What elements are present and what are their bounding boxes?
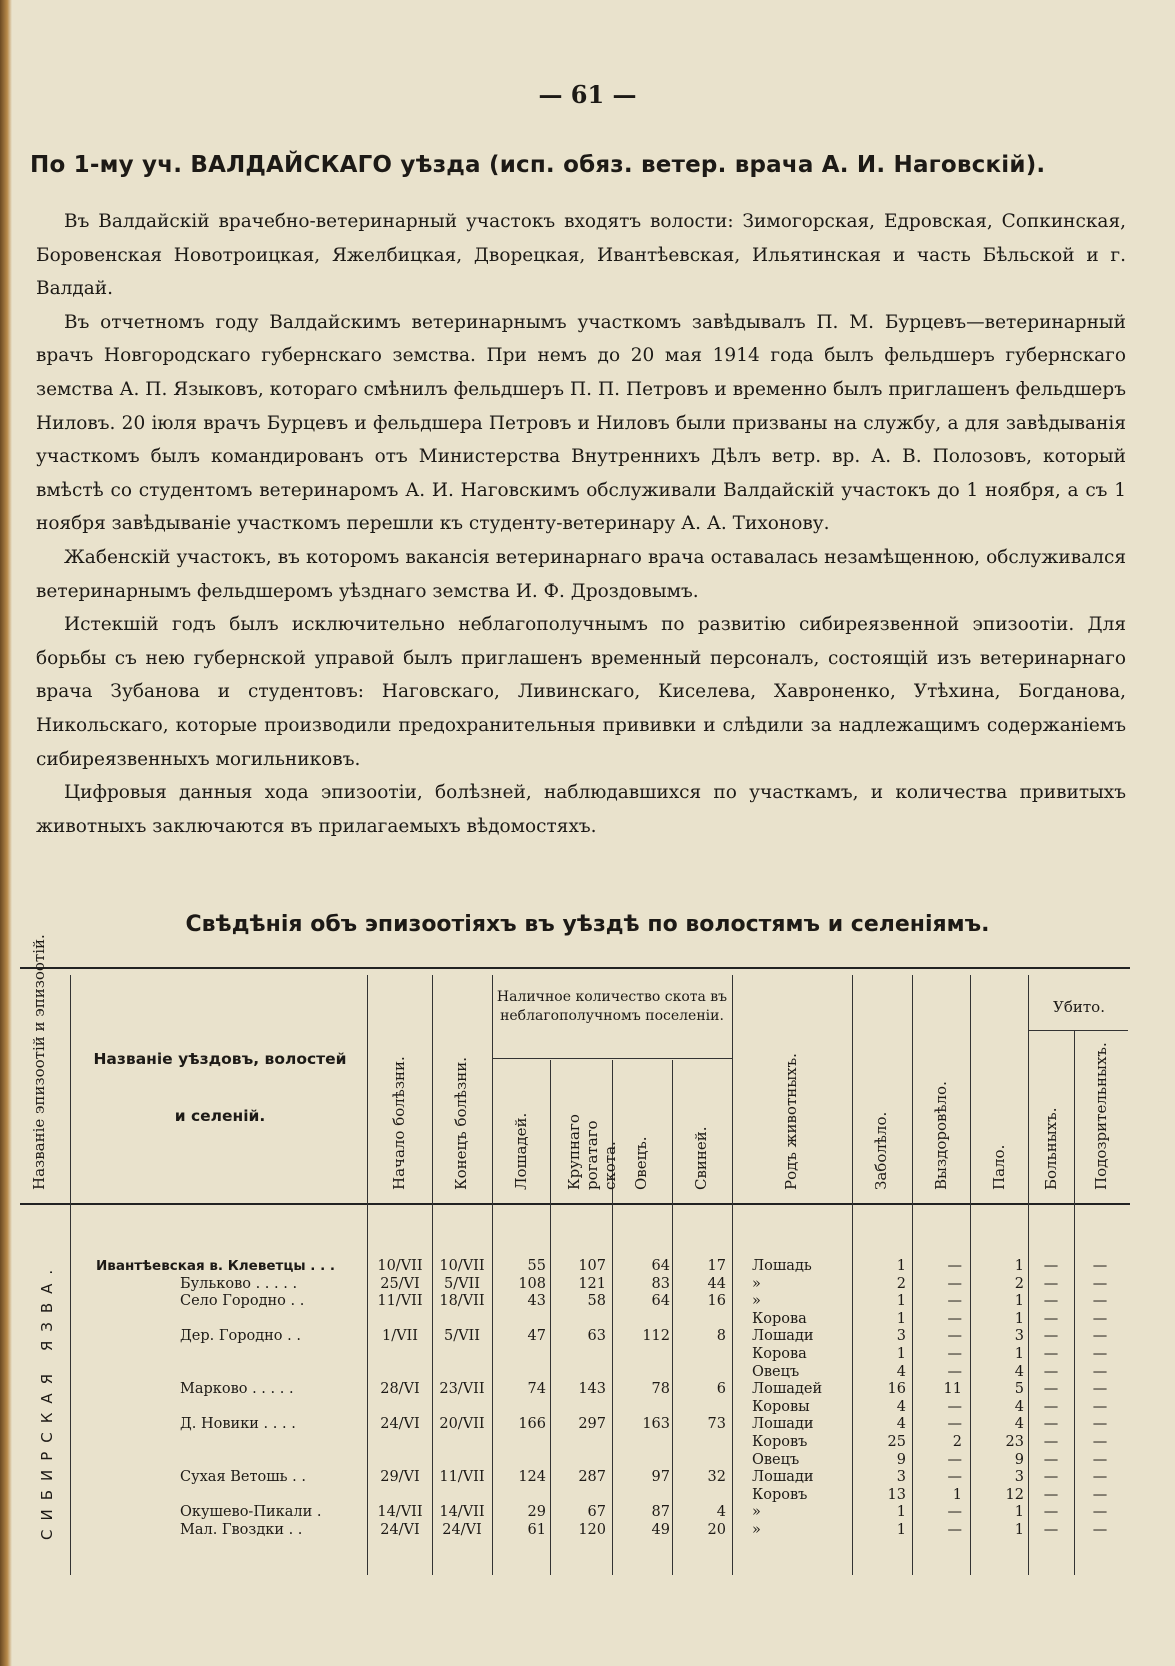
- header-recovered: Выздоровѣло.: [932, 1081, 950, 1190]
- section-heading: По 1-му уч. ВАЛДАЙСКАГО уѣзда (исп. обяз. ветер. врача А. И. Наговскій).: [30, 152, 1046, 178]
- header-name-line1: Названіе уѣздовъ, волостей: [93, 1050, 347, 1068]
- cell-start: 29/VI: [380, 1469, 420, 1486]
- cell-end: 23/VII: [439, 1381, 485, 1398]
- cell-sheep: 64: [651, 1258, 670, 1274]
- cell-k2: —: [1092, 1434, 1108, 1450]
- table-row: [0, 1292, 1175, 1310]
- cell-kind: Корова: [752, 1346, 807, 1362]
- cell-k1: —: [1043, 1381, 1059, 1398]
- cell-k1: —: [1043, 1310, 1059, 1327]
- cell-kind: Лошадей: [752, 1381, 823, 1398]
- cell-k1: —: [1043, 1434, 1059, 1450]
- cell-k2: —: [1092, 1451, 1108, 1468]
- cell-ill: 1: [896, 1310, 906, 1327]
- cell-ill: 1: [896, 1522, 906, 1538]
- cell-end: 11/VII: [439, 1469, 485, 1486]
- table-row: [0, 1363, 1175, 1381]
- cell-name: Село Городно . .: [180, 1293, 305, 1310]
- cell-horses: 108: [518, 1275, 546, 1292]
- cell-kind: »: [752, 1522, 761, 1538]
- header-sheep: Овецъ.: [632, 1136, 650, 1190]
- cell-kind: Коровы: [752, 1398, 810, 1415]
- cell-kind: Лошади: [752, 1416, 814, 1433]
- cell-died: 9: [1014, 1451, 1024, 1468]
- cell-start: 24/VI: [380, 1522, 420, 1538]
- cell-end: 24/VI: [442, 1522, 482, 1538]
- table-row: [0, 1415, 1175, 1433]
- cell-ill: 3: [896, 1328, 906, 1345]
- cell-rec: —: [947, 1416, 962, 1433]
- cell-sheep: 97: [651, 1469, 670, 1486]
- cell-kind: Лошади: [752, 1328, 814, 1345]
- cell-k2: —: [1092, 1293, 1108, 1310]
- cell-ill: 1: [896, 1293, 906, 1310]
- cell-died: 23: [1005, 1434, 1024, 1450]
- table-row: [0, 1345, 1175, 1363]
- cell-kind: »: [752, 1275, 761, 1292]
- cell-died: 4: [1014, 1363, 1024, 1380]
- cell-sheep: 49: [651, 1522, 670, 1538]
- cell-rec: —: [947, 1398, 962, 1415]
- cell-k2: —: [1092, 1310, 1108, 1327]
- cell-k1: —: [1043, 1504, 1059, 1521]
- cell-rec: 1: [952, 1486, 962, 1503]
- cell-cattle: 120: [578, 1522, 606, 1538]
- cell-kind: Овецъ: [752, 1363, 800, 1380]
- cell-died: 5: [1014, 1381, 1024, 1398]
- cell-cattle: 67: [587, 1504, 606, 1521]
- cell-k2: —: [1092, 1522, 1108, 1538]
- cell-start: 25/VI: [380, 1275, 420, 1292]
- paragraph: Въ Валдайскій врачебно-ветеринарный участокъ входятъ волости: Зимогорская, Едровская, Сопкинская, Боровенская Новотроицкая, Яжелбицкая, Дворецкая, Ивантѣевская, Ильятинская и часть Бѣльской и г. Валдай.: [36, 211, 1126, 300]
- cell-died: 1: [1014, 1293, 1024, 1310]
- cell-horses: 61: [527, 1522, 546, 1538]
- cell-end: 14/VII: [439, 1504, 485, 1521]
- cell-k1: —: [1043, 1275, 1059, 1292]
- cell-kind: Лошадь: [752, 1258, 812, 1274]
- cell-died: 4: [1014, 1398, 1024, 1415]
- cell-died: 1: [1014, 1522, 1024, 1538]
- cell-rec: —: [947, 1451, 962, 1468]
- cell-name: Окушево-Пикали .: [180, 1504, 322, 1521]
- cell-kind: Лошади: [752, 1469, 814, 1486]
- cell-k1: —: [1043, 1416, 1059, 1433]
- cell-horses: 43: [527, 1293, 546, 1310]
- cell-start: 1/VII: [381, 1328, 419, 1345]
- header-end: Конецъ болѣзни.: [452, 1056, 470, 1190]
- cell-ill: 1: [896, 1504, 906, 1521]
- cell-name: Марково . . . . .: [180, 1381, 294, 1398]
- cell-rec: —: [947, 1258, 962, 1274]
- cell-rec: —: [947, 1346, 962, 1362]
- cell-sheep: 87: [651, 1504, 670, 1521]
- cell-kind: »: [752, 1293, 761, 1310]
- paragraph: Въ отчетномъ году Валдайскимъ ветеринарнымъ участкомъ завѣдывалъ П. М. Бурцевъ—ветеринарный врачъ Новгородскаго губернскаго земства. При немъ до 20 мая 1914 года былъ фельдшеръ губернскаго земства А. П. Языковъ, котораго смѣнилъ фельдшеръ П. П. Петровъ и временно былъ приглашенъ фельдшеръ Ниловъ. 20 іюля врачъ Бурцевъ и фельдшера Петровъ и Ниловъ были призваны на службу, а для завѣдыванія участкомъ былъ командированъ отъ Министерства Внутреннихъ Дѣлъ ветр. вр. А. В. Полозовъ, который вмѣстѣ со студентомъ ветеринаромъ А. И. Наговскимъ обслуживали Валдайскій участокъ до 1 ноября, а съ 1 ноября завѣдываніе участкомъ перешли къ студенту-ветеринару А. А. Тихонову.: [36, 311, 1126, 535]
- cell-name: Дер. Городно . .: [180, 1328, 301, 1345]
- cell-end: 5/VII: [443, 1275, 481, 1292]
- table-row: [0, 1451, 1175, 1469]
- table-row: [0, 1275, 1175, 1293]
- cell-sheep: 78: [651, 1381, 670, 1398]
- header-killed: Убито.: [1053, 998, 1105, 1016]
- cell-died: 1: [1014, 1346, 1024, 1362]
- table-title: Свѣдѣнія объ эпизоотіяхъ въ уѣздѣ по волостямъ и селеніямъ.: [185, 912, 990, 937]
- cell-pigs: 8: [716, 1328, 726, 1345]
- cell-pigs: 32: [707, 1469, 726, 1486]
- table-top-rule: [20, 967, 1130, 969]
- cell-pigs: 17: [707, 1258, 726, 1274]
- cell-start: 10/VII: [377, 1258, 423, 1274]
- cell-k2: —: [1092, 1381, 1108, 1398]
- header-cattle: Крупнаго рогатаго скота.: [565, 1114, 619, 1190]
- cell-end: 20/VII: [439, 1416, 485, 1433]
- cell-sheep: 64: [651, 1293, 670, 1310]
- cell-rec: 2: [952, 1434, 962, 1450]
- header-start: Начало болѣзни.: [390, 1056, 408, 1190]
- cell-ill: 4: [896, 1416, 906, 1433]
- cell-died: 3: [1014, 1469, 1024, 1486]
- cell-ill: 4: [896, 1398, 906, 1415]
- table-row: [0, 1468, 1175, 1486]
- cell-k2: —: [1092, 1258, 1108, 1274]
- cell-k2: —: [1092, 1416, 1108, 1433]
- table-row: [0, 1521, 1175, 1539]
- cell-k1: —: [1043, 1451, 1059, 1468]
- cell-name: Сухая Ветошь . .: [180, 1469, 307, 1486]
- cell-pigs: 4: [716, 1504, 726, 1521]
- cell-end: 18/VII: [439, 1293, 485, 1310]
- cell-pigs: 16: [707, 1293, 726, 1310]
- table-row: [0, 1433, 1175, 1451]
- cell-ill: 13: [887, 1486, 906, 1503]
- cell-horses: 124: [518, 1469, 546, 1486]
- cell-ill: 16: [887, 1381, 906, 1398]
- table-row: [0, 1503, 1175, 1521]
- paragraph: Истекшій годъ былъ исключительно неблагополучнымъ по развитію сибиреязвенной эпизоотіи. Для борьбы съ нею губернской управой былъ приглашенъ временный персоналъ, состоящій изъ ветеринарнаго врача Зубанова и студентовъ: Наговскаго, Ливинскаго, Киселева, Хавроненко, Утѣхина, Богданова, Никольскаго, которые производили предохранительныя прививки и слѣдили за надлежащимъ содержаніемъ сибиреязвенныхъ могильниковъ.: [36, 614, 1126, 770]
- cell-rec: —: [947, 1328, 962, 1345]
- cell-horses: 74: [527, 1381, 546, 1398]
- header-horses: Лошадей.: [512, 1112, 530, 1190]
- cell-cattle: 121: [578, 1275, 606, 1292]
- cell-k2: —: [1092, 1346, 1108, 1362]
- cell-k2: —: [1092, 1363, 1108, 1380]
- header-pigs: Свиней.: [692, 1126, 710, 1190]
- cell-end: 5/VII: [443, 1328, 481, 1345]
- cell-k2: —: [1092, 1328, 1108, 1345]
- header-fell-ill: Заболѣло.: [872, 1111, 890, 1190]
- cell-k1: —: [1043, 1328, 1059, 1345]
- cell-died: 4: [1014, 1416, 1024, 1433]
- cell-name: Ивантѣевская в. Клеветцы . . .: [96, 1258, 336, 1274]
- cell-rec: —: [947, 1275, 962, 1292]
- cell-start: 11/VII: [377, 1293, 423, 1310]
- cell-cattle: 287: [578, 1469, 606, 1486]
- cell-horses: 166: [518, 1416, 546, 1433]
- table-row: [0, 1310, 1175, 1328]
- cell-pigs: 44: [707, 1275, 726, 1292]
- cell-k1: —: [1043, 1469, 1059, 1486]
- header-died: Пало.: [990, 1144, 1008, 1190]
- cell-name: Мал. Гвоздки . .: [180, 1522, 303, 1538]
- cell-sheep: 83: [651, 1275, 670, 1292]
- cell-kind: »: [752, 1504, 761, 1521]
- page-number: — 61 —: [538, 80, 637, 109]
- cell-rec: —: [947, 1310, 962, 1327]
- header-present-stock: Наличное количество скота въ неблагополучномъ поселеніи.: [496, 989, 728, 1024]
- cell-pigs: 6: [716, 1381, 726, 1398]
- cell-kind: Овецъ: [752, 1451, 800, 1468]
- cell-died: 1: [1014, 1258, 1024, 1274]
- cell-died: 3: [1014, 1328, 1024, 1345]
- cell-start: 28/VI: [380, 1381, 420, 1398]
- cell-ill: 25: [887, 1434, 906, 1450]
- cell-name: Бульково . . . . .: [180, 1275, 298, 1292]
- cell-k1: —: [1043, 1522, 1059, 1538]
- cell-cattle: 63: [587, 1328, 606, 1345]
- cell-cattle: 143: [578, 1381, 606, 1398]
- cell-k2: —: [1092, 1275, 1108, 1292]
- cell-k2: —: [1092, 1504, 1108, 1521]
- cell-died: 1: [1014, 1504, 1024, 1521]
- header-killed-sick: Больныхъ.: [1042, 1107, 1060, 1190]
- cell-kind: Коровъ: [752, 1486, 808, 1503]
- table-row: [0, 1398, 1175, 1416]
- cell-ill: 9: [896, 1451, 906, 1468]
- cell-horses: 47: [527, 1328, 546, 1345]
- header-bottom-rule: [20, 1203, 1130, 1205]
- table-row: [0, 1257, 1175, 1275]
- cell-k2: —: [1092, 1469, 1108, 1486]
- cell-kind: Коровъ: [752, 1434, 808, 1450]
- cell-sheep: 163: [642, 1416, 670, 1433]
- cell-kind: Корова: [752, 1310, 807, 1327]
- cell-horses: 55: [527, 1258, 546, 1274]
- cell-end: 10/VII: [439, 1258, 485, 1274]
- cell-rec: —: [947, 1293, 962, 1310]
- cell-k1: —: [1043, 1363, 1059, 1380]
- cell-k2: —: [1092, 1486, 1108, 1503]
- header-name-line2: и селеній.: [174, 1107, 266, 1125]
- cell-k1: —: [1043, 1398, 1059, 1415]
- cell-ill: 1: [896, 1258, 906, 1274]
- cell-rec: 11: [943, 1381, 962, 1398]
- table-row: [0, 1380, 1175, 1398]
- cell-pigs: 73: [707, 1416, 726, 1433]
- table-row: [0, 1327, 1175, 1345]
- cell-k1: —: [1043, 1258, 1059, 1274]
- cell-cattle: 58: [587, 1293, 606, 1310]
- cell-k2: —: [1092, 1398, 1108, 1415]
- cell-rec: —: [947, 1504, 962, 1521]
- cell-rec: —: [947, 1469, 962, 1486]
- cell-ill: 3: [896, 1469, 906, 1486]
- table-row: [0, 1486, 1175, 1504]
- header-killed-suspect: Подозрительныхъ.: [1092, 1042, 1110, 1190]
- cell-rec: —: [947, 1522, 962, 1538]
- disease-label: СИБИРСКАЯ ЯЗВА.: [38, 1260, 56, 1540]
- header-episootia: Названіе эпизоотій и эпизоотій.: [30, 934, 48, 1190]
- cell-k1: —: [1043, 1293, 1059, 1310]
- paragraph: Жабенскій участокъ, въ которомъ вакансія ветеринарнаго врача оставалась незамѣщенною, обслуживался ветеринарнымъ фельдшеромъ уѣзднаго земства И. Ф. Дроздовымъ.: [36, 546, 1126, 602]
- cell-k1: —: [1043, 1486, 1059, 1503]
- cell-ill: 4: [896, 1363, 906, 1380]
- cell-name: Д. Новики . . . .: [180, 1416, 296, 1433]
- cell-ill: 2: [896, 1275, 906, 1292]
- cell-ill: 1: [896, 1346, 906, 1362]
- cell-k1: —: [1043, 1346, 1059, 1362]
- header-kind: Родъ животныхъ.: [782, 1053, 800, 1190]
- cell-rec: —: [947, 1363, 962, 1380]
- cell-horses: 29: [527, 1504, 546, 1521]
- cell-cattle: 297: [578, 1416, 606, 1433]
- report-text: [36, 205, 1126, 843]
- cell-died: 2: [1014, 1275, 1024, 1292]
- cell-died: 12: [1005, 1486, 1024, 1503]
- paragraph: Цифровыя данныя хода эпизоотіи, болѣзней, наблюдавшихся по участкамъ, и количества привитыхъ животныхъ заключаются въ прилагаемыхъ вѣдомостяхъ.: [36, 782, 1126, 837]
- cell-cattle: 107: [578, 1258, 606, 1274]
- cell-start: 14/VII: [377, 1504, 423, 1521]
- cell-sheep: 112: [642, 1328, 670, 1345]
- cell-start: 24/VI: [380, 1416, 420, 1433]
- cell-died: 1: [1014, 1310, 1024, 1327]
- cell-pigs: 20: [707, 1522, 726, 1538]
